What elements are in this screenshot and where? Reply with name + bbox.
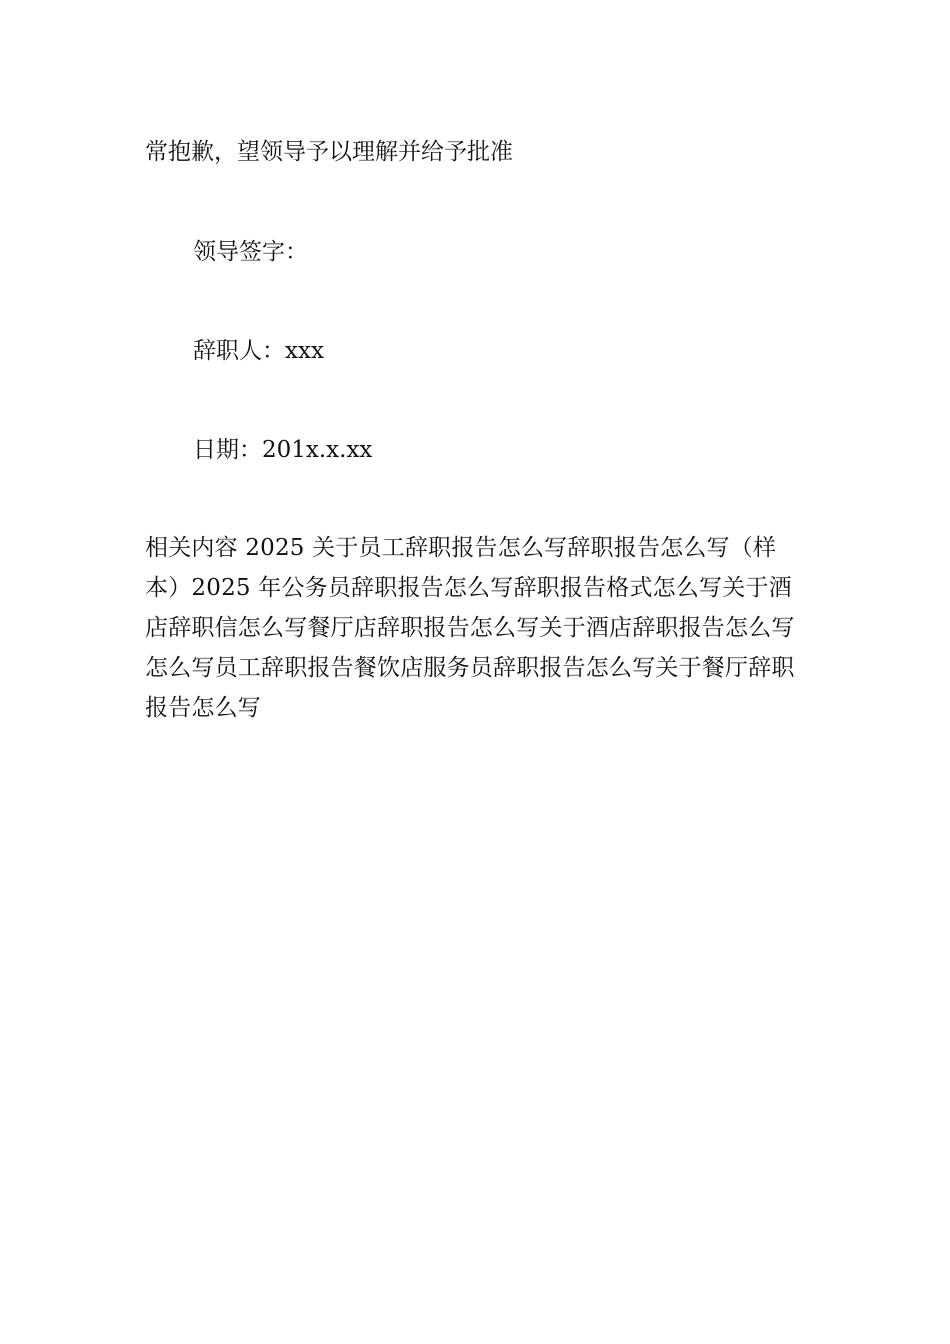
related-content-paragraph: 相关内容 2025 关于员工辞职报告怎么写辞职报告怎么写（样本）2025 年公务员辞职报告怎么写辞职报告格式怎么写关于酒店辞职信怎么写餐厅店辞职报告怎么写关于酒店辞职报告怎么写怎么写员工辞职报告餐饮店服务员辞职报告怎么写关于餐厅辞职报告怎么写 [145, 535, 795, 721]
leader-signature-label: 领导签字： [193, 239, 308, 265]
resigner-line: 辞职人：xxx [193, 338, 324, 364]
date-line: 日期：201x.x.xx [193, 437, 373, 463]
closing-line: 常抱歉，望领导予以理解并给予批准 [145, 139, 513, 165]
